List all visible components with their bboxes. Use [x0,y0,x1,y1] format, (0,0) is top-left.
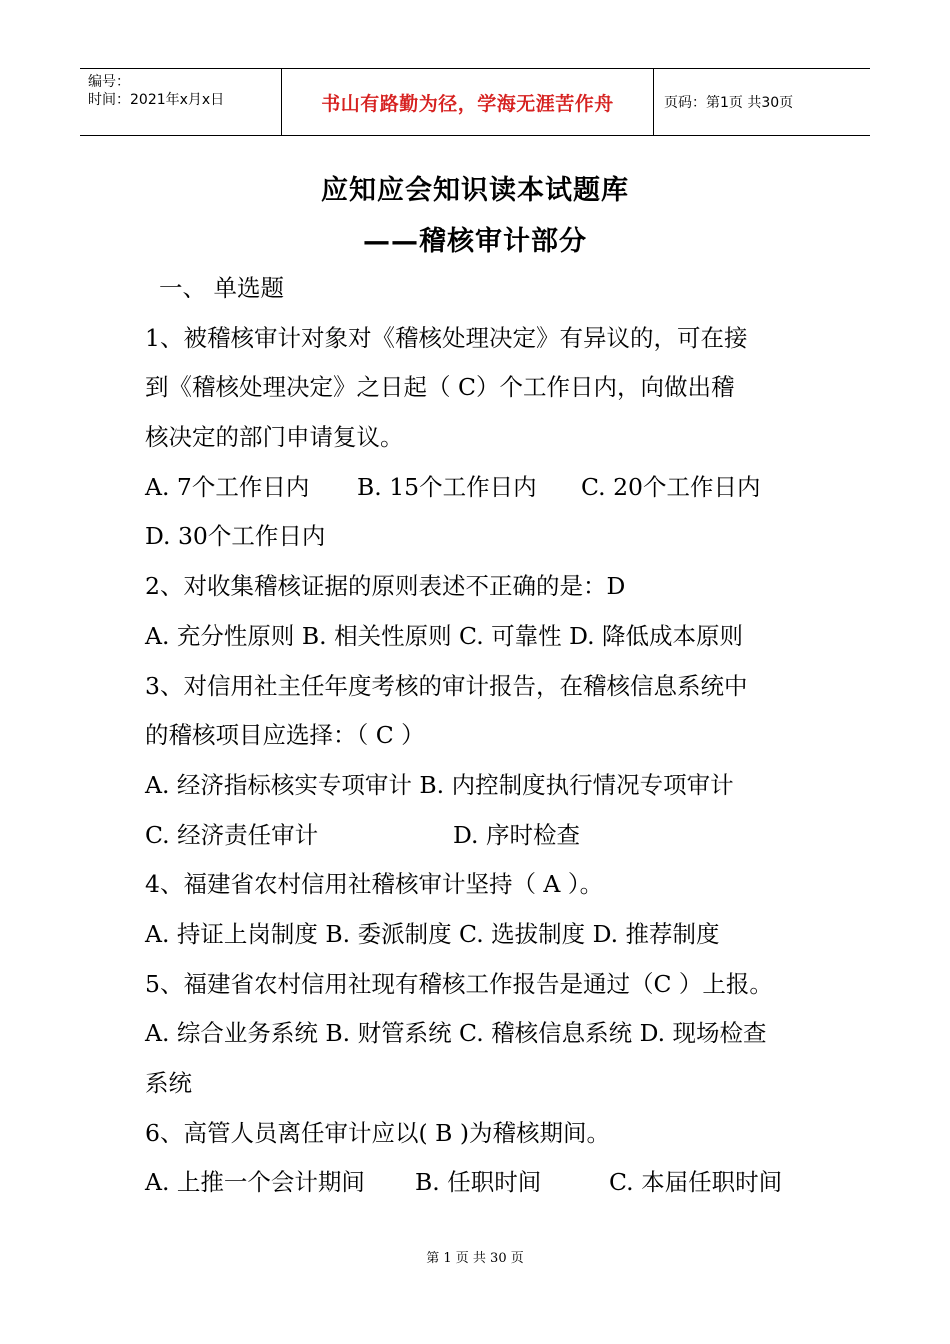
document-subtitle: ——稽核审计部分 [363,226,587,257]
question-6-option-a: A. 上推一个会计期间 [145,1168,365,1197]
question-1-option-c: C. 20个工作日内 [581,472,761,501]
question-1-line-1: 1、被稽核审计对象对《稽核处理决定》有异议的，可在接 [145,323,748,352]
question-3-options-ab: A. 经济指标核实专项审计 B. 内控制度执行情况专项审计 [145,770,734,799]
page-footer: 第 1 页 共 30 页 [426,1251,524,1266]
question-1-line-3: 核决定的部门申请复议。 [145,423,404,452]
question-1-line-2: 到《稽核处理决定》之日起（ C）个工作日内，向做出稽 [145,373,735,402]
header-motto-cell [282,69,654,135]
question-4-options: A. 持证上岗制度 B. 委派制度 C. 选拔制度 D. 推荐制度 [145,919,720,948]
question-5-text: 5、福建省农村信用社现有稽核工作报告是通过（C ）上报。 [145,969,773,998]
header-page-cell [654,69,870,135]
question-1-option-b: B. 15个工作日内 [357,472,537,501]
question-4-text: 4、福建省农村信用社稽核审计坚持（ A ）。 [145,870,604,899]
question-1-option-d: D. 30个工作日内 [145,522,326,551]
question-1-option-a: A. 7个工作日内 [145,472,310,501]
header-motto: 书山有路勤为径，学海无涯苦作舟 [321,92,614,115]
question-3-options-cd [145,811,835,861]
question-2-text: 2、对收集稽核证据的原则表述不正确的是：D [145,572,626,601]
question-5-options-continued: 系统 [145,1069,192,1097]
question-6-option-c: C. 本届任职时间 [609,1168,783,1197]
question-6-options [145,1158,835,1208]
header-page-info: 页码：第1页 共30页 [664,95,794,111]
question-6-text: 6、高管人员离任审计应以( B )为稽核期间。 [145,1118,610,1147]
header-meta-cell [80,69,282,135]
question-1-options-row-1 [145,463,835,513]
question-list [145,264,835,1208]
question-2-options: A. 充分性原则 B. 相关性原则 C. 可靠性 D. 降低成本原则 [145,621,744,650]
question-3-line-2: 的稽核项目应选择：（ C ） [145,721,425,750]
question-3-option-c: C. 经济责任审计 [145,820,319,849]
document-number-label: 编号： [88,74,130,90]
question-3-option-d: D. 序时检查 [453,820,580,849]
question-3-line-1: 3、对信用社主任年度考核的审计报告，在稽核信息系统中 [145,671,748,700]
question-5-options: A. 综合业务系统 B. 财管系统 C. 稽核信息系统 D. 现场检查 [145,1019,767,1048]
question-6-option-b: B. 任职时间 [415,1168,542,1197]
document-date-label: 时间：2021年x月x日 [88,92,225,108]
document-title: 应知应会知识读本试题库 [321,175,629,206]
section-heading: 一、 单选题 [159,274,284,302]
header-table [80,68,870,136]
